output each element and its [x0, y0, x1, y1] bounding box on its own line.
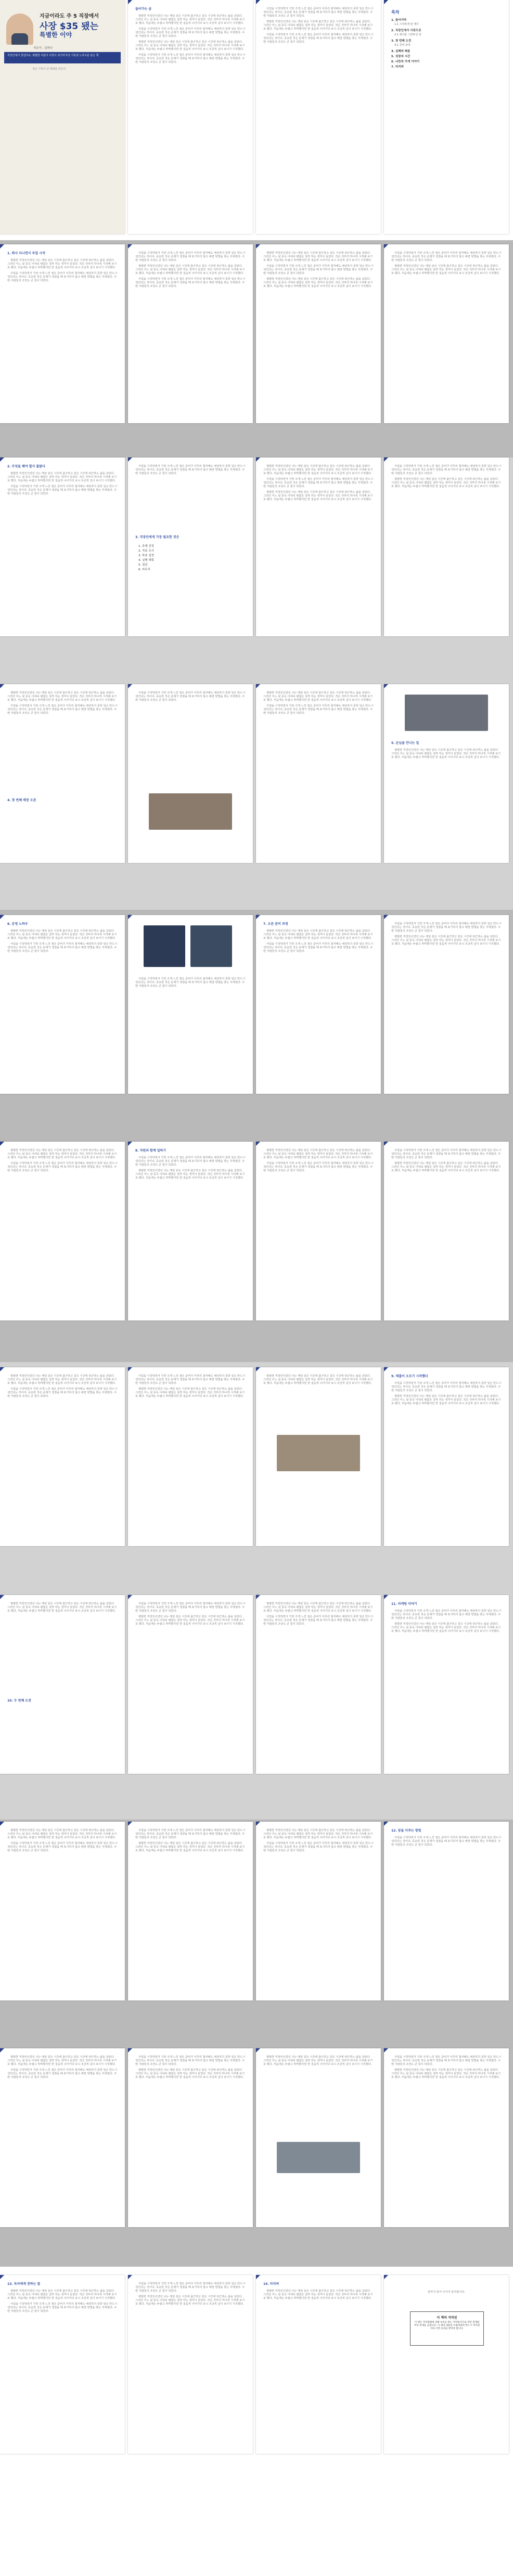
corner-marker	[384, 684, 388, 688]
body-text	[391, 922, 502, 948]
paragraph: 평범한 직장인이었던 나는 매일 같은 시간에 출근하고 같은 시간에 퇴근하는 삶을 살았다. 그러던 어느 날 문득 이대로 괜찮은 걸까 하는 생각이 들었다. 작은 것부터 하나씩 시작해 보기로 했다. 처음에는 두렵고 막막했지만 한 걸음씩 나아가다 보니 조금씩 길이 보이기 시작했다.	[7, 1829, 117, 1839]
content-page	[128, 915, 253, 1094]
paragraph: 평범한 직장인이었던 나는 매일 같은 시간에 출근하고 같은 시간에 퇴근하는 삶을 살았다. 그러던 어느 날 문득 이대로 괜찮은 걸까 하는 생각이 들었다. 작은 것부터 하나씩 시작해 보기로 했다. 처음에는 두렵고 막막했지만 한 걸음씩 나아가다 보니 조금씩 길이 보이기 시작했다.	[135, 41, 245, 51]
corner-marker	[128, 684, 132, 688]
toc-title: 목차	[391, 10, 400, 15]
content-page	[384, 1595, 509, 1774]
paragraph: 사업을 시작하면서 가장 크게 느낀 점은 준비가 아무리 철저해도 예상하지 못한 일은 반드시 생긴다는 것이다. 중요한 것은 문제가 생겼을 때 포기하지 않고 해결 방법을 찾는 자세였다. 주변 사람들의 조언도 큰 힘이 되었다.	[263, 478, 374, 488]
paragraph: 평범한 직장인이었던 나는 매일 같은 시간에 출근하고 같은 시간에 퇴근하는 삶을 살았다. 그러던 어느 날 문득 이대로 괜찮은 걸까 하는 생각이 들었다. 작은 것부터 하나씩 시작해 보기로 했다. 처음에는 두렵고 막막했지만 한 걸음씩 나아가다 보니 조금씩 길이 보이기 시작했다.	[263, 1149, 373, 1159]
content-page	[256, 1822, 381, 2000]
paragraph: 사업을 시작하면서 가장 크게 느낀 점은 준비가 아무리 철저해도 예상하지 못한 일은 반드시 생긴다는 것이다. 중요한 것은 문제가 생겼을 때 포기하지 않고 해결 방법을 찾는 자세였다. 주변 사람들의 조언도 큰 힘이 되었다.	[263, 1615, 374, 1626]
photo	[144, 925, 185, 967]
paragraph: 평범한 직장인이었던 나는 매일 같은 시간에 출근하고 같은 시간에 퇴근하는 삶을 살았다. 그러던 어느 날 문득 이대로 괜찮은 걸까 하는 생각이 들었다. 작은 것부터 하나씩 시작해 보기로 했다. 처음에는 두렵고 막막했지만 한 걸음씩 나아가다 보니 조금씩 길이 보이기 시작했다.	[7, 472, 117, 482]
corner-marker	[0, 1367, 4, 1371]
body-text	[7, 2290, 118, 2316]
content-page	[0, 1142, 125, 1320]
paragraph: 사업을 시작하면서 가장 크게 느낀 점은 준비가 아무리 철저해도 예상하지 못한 일은 반드시 생긴다는 것이다. 중요한 것은 문제가 생겼을 때 포기하지 않고 해결 방법을 찾는 자세였다. 주변 사람들의 조언도 큰 힘이 되었다.	[391, 922, 502, 933]
section-heading: 4. 첫 번째 매장 오픈	[7, 799, 36, 802]
body-text	[135, 1375, 246, 1401]
body-text	[263, 1602, 374, 1628]
paragraph: 사업을 시작하면서 가장 크게 느낀 점은 준비가 아무리 철저해도 예상하지 못한 일은 반드시 생긴다는 것이다. 중요한 것은 문제가 생겼을 때 포기하지 않고 해결 방법을 찾는 자세였다. 주변 사람들의 조언도 큰 힘이 되었다.	[391, 465, 502, 475]
paragraph: 평범한 직장인이었던 나는 매일 같은 시간에 출근하고 같은 시간에 퇴근하는 삶을 살았다. 그러던 어느 날 문득 이대로 괜찮은 걸까 하는 생각이 들었다. 작은 것부터 하나씩 시작해 보기로 했다. 처음에는 두렵고 막막했지만 한 걸음씩 나아가다 보니 조금씩 길이 보이기 시작했다.	[263, 1375, 373, 1385]
intro-text-2	[263, 7, 374, 46]
body-text	[135, 2282, 246, 2308]
corner-marker	[0, 1595, 4, 1599]
corner-marker	[384, 1142, 388, 1146]
paragraph: 평범한 직장인이었던 나는 매일 같은 시간에 출근하고 같은 시간에 퇴근하는 삶을 살았다. 그러던 어느 날 문득 이대로 괜찮은 걸까 하는 생각이 들었다. 작은 것부터 하나씩 시작해 보기로 했다. 처음에는 두렵고 막막했지만 한 걸음씩 나아가다 보니 조금씩 길이 보이기 시작했다.	[135, 2069, 245, 2079]
paragraph: 사업을 시작하면서 가장 크게 느낀 점은 준비가 아무리 철저해도 예상하지 못한 일은 반드시 생긴다는 것이다. 중요한 것은 문제가 생겼을 때 포기하지 않고 해결 방법을 찾는 자세였다. 주변 사람들의 조언도 큰 힘이 되었다.	[391, 1149, 502, 1159]
paragraph: 사업을 시작하면서 가장 크게 느낀 점은 준비가 아무리 철저해도 예상하지 못한 일은 반드시 생긴다는 것이다. 중요한 것은 문제가 생겼을 때 포기하지 않고 해결 방법을 찾는 자세였다. 주변 사람들의 조언도 큰 힘이 되었다.	[135, 278, 246, 288]
body-text	[135, 465, 246, 478]
content-page	[128, 1142, 253, 1320]
paragraph: 평범한 직장인이었던 나는 매일 같은 시간에 출근하고 같은 시간에 퇴근하는 삶을 살았다. 그러던 어느 날 문득 이대로 괜찮은 걸까 하는 생각이 들었다. 작은 것부터 하나씩 시작해 보기로 했다. 처음에는 두렵고 막막했지만 한 걸음씩 나아가다 보니 조금씩 길이 보이기 시작했다.	[263, 278, 373, 288]
paragraph: 평범한 직장인이었던 나는 매일 같은 시간에 출근하고 같은 시간에 퇴근하는 삶을 살았다. 그러던 어느 날 문득 이대로 괜찮은 걸까 하는 생각이 들었다. 작은 것부터 하나씩 시작해 보기로 했다. 처음에는 두렵고 막막했지만 한 걸음씩 나아가다 보니 조금씩 길이 보이기 시작했다.	[391, 1395, 501, 1405]
paragraph: 사업을 시작하면서 가장 크게 느낀 점은 준비가 아무리 철저해도 예상하지 못한 일은 반드시 생긴다는 것이다. 중요한 것은 문제가 생겼을 때 포기하지 않고 해결 방법을 찾는 자세였다. 주변 사람들의 조언도 큰 힘이 되었다.	[135, 28, 246, 38]
corner-marker	[0, 915, 4, 919]
paragraph: 평범한 직장인이었던 나는 매일 같은 시간에 출근하고 같은 시간에 퇴근하는 삶을 살았다. 그러던 어느 날 문득 이대로 괜찮은 걸까 하는 생각이 들었다. 작은 것부터 하나씩 시작해 보기로 했다. 처음에는 두렵고 막막했지만 한 걸음씩 나아가다 보니 조금씩 길이 보이기 시작했다.	[263, 930, 373, 940]
body-text	[263, 691, 374, 717]
content-page	[256, 2275, 381, 2454]
content-page	[256, 1142, 381, 1320]
body-text	[263, 1829, 374, 1855]
corner-marker	[128, 2275, 132, 2279]
corner-marker	[256, 457, 260, 462]
paragraph: 평범한 직장인이었던 나는 매일 같은 시간에 출근하고 같은 시간에 퇴근하는 삶을 살았다. 그러던 어느 날 문득 이대로 괜찮은 걸까 하는 생각이 들었다. 작은 것부터 하나씩 시작해 보기로 했다. 처음에는 두렵고 막막했지만 한 걸음씩 나아가다 보니 조금씩 길이 보이기 시작했다.	[391, 1623, 501, 1633]
toc-item[interactable]: 5. 성장의 시간	[391, 55, 411, 58]
paragraph: 평범한 직장인이었던 나는 매일 같은 시간에 출근하고 같은 시간에 퇴근하는 삶을 살았다. 그러던 어느 날 문득 이대로 괜찮은 걸까 하는 생각이 들었다. 작은 것부터 하나씩 시작해 보기로 했다. 처음에는 두렵고 막막했지만 한 걸음씩 나아가다 보니 조금씩 길이 보이기 시작했다.	[7, 1375, 117, 1385]
content-page	[0, 1595, 125, 1774]
list-item: 3. 목표 설정	[138, 554, 154, 557]
corner-marker	[0, 2048, 4, 2052]
paragraph: 사업을 시작하면서 가장 크게 느낀 점은 준비가 아무리 철저해도 예상하지 못한 일은 반드시 생긴다는 것이다. 중요한 것은 문제가 생겼을 때 포기하지 않고 해결 방법을 찾는 자세였다. 주변 사람들의 조언도 큰 힘이 되었다.	[135, 465, 246, 475]
corner-marker	[256, 0, 260, 4]
content-page	[0, 915, 125, 1094]
body-text	[263, 1149, 374, 1175]
paragraph: 사업을 시작하면서 가장 크게 느낀 점은 준비가 아무리 철저해도 예상하지 못한 일은 반드시 생긴다는 것이다. 중요한 것은 문제가 생겼을 때 포기하지 않고 해결 방법을 찾는 자세였다. 주변 사람들의 조언도 큰 힘이 되었다.	[7, 272, 118, 282]
paragraph: 사업을 시작하면서 가장 크게 느낀 점은 준비가 아무리 철저해도 예상하지 못한 일은 반드시 생긴다는 것이다. 중요한 것은 문제가 생겼을 때 포기하지 않고 해결 방법을 찾는 자세였다. 주변 사람들의 조언도 큰 힘이 되었다.	[391, 1610, 502, 1620]
body-text	[7, 472, 118, 498]
content-page	[0, 2275, 125, 2454]
corner-marker	[0, 684, 4, 688]
corner-marker	[256, 1142, 260, 1146]
corner-marker	[384, 2048, 388, 2052]
content-page	[128, 2048, 253, 2227]
content-page	[256, 915, 381, 1094]
corner-marker	[384, 2275, 388, 2279]
cover-blurb: 직장인에서 창업자로, 평범한 사람이 사장이 되기까지의 기록과 노하우를 담은 책	[4, 52, 121, 63]
paragraph: 평범한 직장인이었던 나는 매일 같은 시간에 출근하고 같은 시간에 퇴근하는 삶을 살았다. 그러던 어느 날 문득 이대로 괜찮은 걸까 하는 생각이 들었다. 작은 것부터 하나씩 시작해 보기로 했다. 처음에는 두렵고 막막했지만 한 걸음씩 나아가다 보니 조금씩 길이 보이기 시작했다.	[135, 1615, 245, 1626]
content-page	[384, 457, 509, 636]
section-heading: 3. 직장인에게 가장 필요한 것은	[135, 535, 179, 539]
paragraph: 평범한 직장인이었던 나는 매일 같은 시간에 출근하고 같은 시간에 퇴근하는 삶을 살았다. 그러던 어느 날 문득 이대로 괜찮은 걸까 하는 생각이 들었다. 작은 것부터 하나씩 시작해 보기로 했다. 처음에는 두렵고 막막했지만 한 걸음씩 나아가다 보니 조금씩 길이 보이기 시작했다.	[7, 2290, 117, 2300]
section-heading: 6. 운영 노하우	[7, 922, 28, 926]
corner-marker	[0, 1822, 4, 1826]
toc-page	[384, 0, 509, 234]
paragraph: 평범한 직장인이었던 나는 매일 같은 시간에 출근하고 같은 시간에 퇴근하는 삶을 살았다. 그러던 어느 날 문득 이대로 괜찮은 걸까 하는 생각이 들었다. 작은 것부터 하나씩 시작해 보기로 했다. 처음에는 두렵고 막막했지만 한 걸음씩 나아가다 보니 조금씩 길이 보이기 시작했다.	[135, 1169, 245, 1180]
content-page	[256, 2048, 381, 2227]
paragraph: 사업을 시작하면서 가장 크게 느낀 점은 준비가 아무리 철저해도 예상하지 못한 일은 반드시 생긴다는 것이다. 중요한 것은 문제가 생겼을 때 포기하지 않고 해결 방법을 찾는 자세였다. 주변 사람들의 조언도 큰 힘이 되었다.	[7, 485, 118, 495]
body-text	[7, 1375, 118, 1401]
section-heading: 11. 마케팅 이야기	[391, 1602, 417, 1606]
paragraph: 평범한 직장인이었던 나는 매일 같은 시간에 출근하고 같은 시간에 퇴근하는 삶을 살았다. 그러던 어느 날 문득 이대로 괜찮은 걸까 하는 생각이 들었다. 작은 것부터 하나씩 시작해 보기로 했다. 처음에는 두렵고 막막했지만 한 걸음씩 나아가다 보니 조금씩 길이 보이기 시작했다.	[263, 2056, 373, 2066]
body-text	[7, 1602, 118, 1615]
content-page	[384, 1142, 509, 1320]
corner-marker	[256, 915, 260, 919]
content-page	[128, 1595, 253, 1774]
content-page	[128, 457, 253, 636]
toc-item[interactable]: 2. 직장인에서 사장으로	[391, 29, 421, 32]
corner-marker	[384, 1822, 388, 1826]
content-page	[384, 244, 509, 423]
cover-author: 지은이 : 김하나	[33, 47, 53, 50]
copyright-notice	[410, 2311, 484, 2346]
paragraph: 평범한 직장인이었던 나는 매일 같은 시간에 출근하고 같은 시간에 퇴근하는 삶을 살았다. 그러던 어느 날 문득 이대로 괜찮은 걸까 하는 생각이 들었다. 작은 것부터 하나씩 시작해 보기로 했다. 처음에는 두렵고 막막했지만 한 걸음씩 나아가다 보니 조금씩 길이 보이기 시작했다.	[391, 478, 501, 488]
paragraph: 사업을 시작하면서 가장 크게 느낀 점은 준비가 아무리 철저해도 예상하지 못한 일은 반드시 생긴다는 것이다. 중요한 것은 문제가 생겼을 때 포기하지 않고 해결 방법을 찾는 자세였다. 주변 사람들의 조언도 큰 힘이 되었다.	[263, 1842, 374, 1852]
corner-marker	[384, 915, 388, 919]
section-heading: 2. 무엇을 해야 할지 몰랐다	[7, 465, 45, 468]
body-text	[135, 977, 246, 990]
toc-item[interactable]: 7. 마치며	[391, 66, 404, 69]
intro-text	[135, 15, 246, 67]
corner-marker	[128, 1595, 132, 1599]
corner-marker	[0, 2275, 4, 2279]
body-text	[135, 2056, 246, 2082]
section-heading: 10. 두 번째 도전	[7, 1699, 31, 1703]
intro-page	[128, 0, 253, 234]
paragraph: 평범한 직장인이었던 나는 매일 같은 시간에 출근하고 같은 시간에 퇴근하는 삶을 살았다. 그러던 어느 날 문득 이대로 괜찮은 걸까 하는 생각이 들었다. 작은 것부터 하나씩 시작해 보기로 했다. 처음에는 두렵고 막막했지만 한 걸음씩 나아가다 보니 조금씩 길이 보이기 시작했다.	[135, 15, 245, 25]
paragraph: 사업을 시작하면서 가장 크게 느낀 점은 준비가 아무리 철저해도 예상하지 못한 일은 반드시 생긴다는 것이다. 중요한 것은 문제가 생겼을 때 포기하지 않고 해결 방법을 찾는 자세였다. 주변 사람들의 조언도 큰 힘이 되었다.	[135, 1829, 246, 1839]
paragraph: 평범한 직장인이었던 나는 매일 같은 시간에 출근하고 같은 시간에 퇴근하는 삶을 살았다. 그러던 어느 날 문득 이대로 괜찮은 걸까 하는 생각이 들었다. 작은 것부터 하나씩 시작해 보기로 했다. 처음에는 두렵고 막막했지만 한 걸음씩 나아가다 보니 조금씩 길이 보이기 시작했다.	[263, 2290, 373, 2300]
corner-marker	[256, 244, 260, 249]
corner-marker	[0, 244, 4, 249]
cover-title-line3: 특별한 이야	[40, 31, 72, 38]
body-text	[135, 691, 246, 704]
body-text	[263, 930, 374, 956]
body-text	[7, 1829, 118, 1855]
body-text	[135, 1602, 246, 1628]
paragraph: 평범한 직장인이었던 나는 매일 같은 시간에 출근하고 같은 시간에 퇴근하는 삶을 살았다. 그러던 어느 날 문득 이대로 괜찮은 걸까 하는 생각이 들었다. 작은 것부터 하나씩 시작해 보기로 했다. 처음에는 두렵고 막막했지만 한 걸음씩 나아가다 보니 조금씩 길이 보이기 시작했다.	[391, 749, 501, 759]
paragraph: 사업을 시작하면서 가장 크게 느낀 점은 준비가 아무리 철저해도 예상하지 못한 일은 반드시 생긴다는 것이다. 중요한 것은 문제가 생겼을 때 포기하지 않고 해결 방법을 찾는 자세였다. 주변 사람들의 조언도 큰 힘이 되었다.	[391, 2056, 502, 2066]
body-text	[263, 2290, 374, 2303]
corner-marker	[128, 1142, 132, 1146]
section-heading: 12. 꿈을 이루는 방법	[391, 1829, 421, 1833]
list-item: 5. 점검	[138, 564, 148, 567]
photo	[277, 2142, 360, 2173]
content-page	[0, 457, 125, 636]
body-text	[391, 1836, 502, 1849]
body-text	[391, 252, 502, 278]
content-page	[384, 1367, 509, 1546]
paragraph: 평범한 직장인이었던 나는 매일 같은 시간에 출근하고 같은 시간에 퇴근하는 삶을 살았다. 그러던 어느 날 문득 이대로 괜찮은 걸까 하는 생각이 들었다. 작은 것부터 하나씩 시작해 보기로 했다. 처음에는 두렵고 막막했지만 한 걸음씩 나아가다 보니 조금씩 길이 보이기 시작했다.	[391, 2069, 501, 2079]
paragraph: 평범한 직장인이었던 나는 매일 같은 시간에 출근하고 같은 시간에 퇴근하는 삶을 살았다. 그러던 어느 날 문득 이대로 괜찮은 걸까 하는 생각이 들었다. 작은 것부터 하나씩 시작해 보기로 했다. 처음에는 두렵고 막막했지만 한 걸음씩 나아가다 보니 조금씩 길이 보이기 시작했다.	[263, 252, 373, 262]
content-page	[384, 684, 509, 863]
photo	[277, 1435, 360, 1471]
content-page	[128, 1367, 253, 1546]
content-page	[0, 684, 125, 863]
body-text	[263, 2056, 374, 2069]
body-text	[135, 252, 246, 291]
paragraph: 평범한 직장인이었던 나는 매일 같은 시간에 출근하고 같은 시간에 퇴근하는 삶을 살았다. 그러던 어느 날 문득 이대로 괜찮은 걸까 하는 생각이 들었다. 작은 것부터 하나씩 시작해 보기로 했다. 처음에는 두렵고 막막했지만 한 걸음씩 나아가다 보니 조금씩 길이 보이기 시작했다.	[7, 930, 117, 940]
section-heading: 5. 손님을 만나는 일	[391, 741, 419, 745]
content-page	[0, 1822, 125, 2000]
toc-subitem[interactable]: 3-1 준비 과정	[394, 44, 411, 47]
paragraph: 평범한 직장인이었던 나는 매일 같은 시간에 출근하고 같은 시간에 퇴근하는 삶을 살았다. 그러던 어느 날 문득 이대로 괜찮은 걸까 하는 생각이 들었다. 작은 것부터 하나씩 시작해 보기로 했다. 처음에는 두렵고 막막했지만 한 걸음씩 나아가다 보니 조금씩 길이 보이기 시작했다.	[263, 1829, 373, 1839]
content-page	[256, 457, 381, 636]
paragraph: 평범한 직장인이었던 나는 매일 같은 시간에 출근하고 같은 시간에 퇴근하는 삶을 살았다. 그러던 어느 날 문득 이대로 괜찮은 걸까 하는 생각이 들었다. 작은 것부터 하나씩 시작해 보기로 했다. 처음에는 두렵고 막막했지만 한 걸음씩 나아가다 보니 조금씩 길이 보이기 시작했다.	[135, 1842, 245, 1852]
photo	[149, 793, 232, 830]
corner-marker	[256, 1822, 260, 1826]
content-page	[384, 2048, 509, 2227]
end-note	[391, 2291, 502, 2294]
paragraph: 사업을 시작하면서 가장 크게 느낀 점은 준비가 아무리 철저해도 예상하지 못한 일은 반드시 생긴다는 것이다. 중요한 것은 문제가 생겼을 때 포기하지 않고 해결 방법을 찾는 자세였다. 주변 사람들의 조언도 큰 힘이 되었다.	[135, 1375, 246, 1385]
section-heading: 9. 매출이 오르기 시작했다	[391, 1375, 428, 1378]
list-item: 4. 실행 계획	[138, 559, 154, 562]
body-text	[391, 1610, 502, 1636]
paragraph: 평범한 직장인이었던 나는 매일 같은 시간에 출근하고 같은 시간에 퇴근하는 삶을 살았다. 그러던 어느 날 문득 이대로 괜찮은 걸까 하는 생각이 들었다. 작은 것부터 하나씩 시작해 보기로 했다. 처음에는 두렵고 막막했지만 한 걸음씩 나아가다 보니 조금씩 길이 보이기 시작했다.	[135, 1388, 245, 1398]
paragraph: 평범한 직장인이었던 나는 매일 같은 시간에 출근하고 같은 시간에 퇴근하는 삶을 살았다. 그러던 어느 날 문득 이대로 괜찮은 걸까 하는 생각이 들었다. 작은 것부터 하나씩 시작해 보기로 했다. 처음에는 두렵고 막막했지만 한 걸음씩 나아가다 보니 조금씩 길이 보이기 시작했다.	[7, 1602, 117, 1613]
notice-title: 이 책의 저작권	[437, 2316, 457, 2320]
paragraph: 사업을 시작하면서 가장 크게 느낀 점은 준비가 아무리 철저해도 예상하지 못한 일은 반드시 생긴다는 것이다. 중요한 것은 문제가 생겼을 때 포기하지 않고 해결 방법을 찾는 자세였다. 주변 사람들의 조언도 큰 힘이 되었다.	[135, 2282, 246, 2293]
corner-marker	[384, 1595, 388, 1599]
paragraph: 평범한 직장인이었던 나는 매일 같은 시간에 출근하고 같은 시간에 퇴근하는 삶을 살았다. 그러던 어느 날 문득 이대로 괜찮은 걸까 하는 생각이 들었다. 작은 것부터 하나씩 시작해 보기로 했다. 처음에는 두렵고 막막했지만 한 걸음씩 나아가다 보니 조금씩 길이 보이기 시작했다.	[391, 1162, 501, 1172]
corner-marker	[128, 2048, 132, 2052]
paragraph: 평범한 직장인이었던 나는 매일 같은 시간에 출근하고 같은 시간에 퇴근하는 삶을 살았다. 그러던 어느 날 문득 이대로 괜찮은 걸까 하는 생각이 들었다. 작은 것부터 하나씩 시작해 보기로 했다. 처음에는 두렵고 막막했지만 한 걸음씩 나아가다 보니 조금씩 길이 보이기 시작했다.	[135, 265, 245, 275]
paragraph: 평범한 직장인이었던 나는 매일 같은 시간에 출근하고 같은 시간에 퇴근하는 삶을 살았다. 그러던 어느 날 문득 이대로 괜찮은 걸까 하는 생각이 들었다. 작은 것부터 하나씩 시작해 보기로 했다. 처음에는 두렵고 막막했지만 한 걸음씩 나아가다 보니 조금씩 길이 보이기 시작했다.	[7, 259, 117, 269]
paragraph: 사업을 시작하면서 가장 크게 느낀 점은 준비가 아무리 철저해도 예상하지 못한 일은 반드시 생긴다는 것이다. 중요한 것은 문제가 생겼을 때 포기하지 않고 해결 방법을 찾는 자세였다. 주변 사람들의 조언도 큰 힘이 되었다.	[7, 943, 118, 953]
corner-marker	[128, 915, 132, 919]
list-item: 6. 마무리	[138, 568, 150, 571]
content-page	[384, 1822, 509, 2000]
corner-marker	[256, 2048, 260, 2052]
body-text	[391, 1382, 502, 1408]
paragraph: 평범한 직장인이었던 나는 매일 같은 시간에 출근하고 같은 시간에 퇴근하는 삶을 살았다. 그러던 어느 날 문득 이대로 괜찮은 걸까 하는 생각이 들었다. 작은 것부터 하나씩 시작해 보기로 했다. 처음에는 두렵고 막막했지만 한 걸음씩 나아가다 보니 조금씩 길이 보이기 시작했다.	[135, 2295, 245, 2306]
paragraph: 사업을 시작하면서 가장 크게 느낀 점은 준비가 아무리 철저해도 예상하지 못한 일은 반드시 생긴다는 것이다. 중요한 것은 문제가 생겼을 때 포기하지 않고 해결 방법을 찾는 자세였다. 주변 사람들의 조언도 큰 힘이 되었다.	[135, 977, 246, 988]
content-page	[0, 1367, 125, 1546]
content-page	[0, 244, 125, 423]
paragraph: 사업을 시작하면서 가장 크게 느낀 점은 준비가 아무리 철저해도 예상하지 못한 일은 반드시 생긴다는 것이다. 중요한 것은 문제가 생겼을 때 포기하지 않고 해결 방법을 찾는 자세였다. 주변 사람들의 조언도 큰 힘이 되었다.	[7, 1842, 118, 1852]
paragraph: 사업을 시작하면서 가장 크게 느낀 점은 준비가 아무리 철저해도 예상하지 못한 일은 반드시 생긴다는 것이다. 중요한 것은 문제가 생겼을 때 포기하지 않고 해결 방법을 찾는 자세였다. 주변 사람들의 조언도 큰 힘이 되었다.	[135, 1156, 246, 1167]
paragraph: 평범한 직장인이었던 나는 매일 같은 시간에 출근하고 같은 시간에 퇴근하는 삶을 살았다. 그러던 어느 날 문득 이대로 괜찮은 걸까 하는 생각이 들었다. 작은 것부터 하나씩 시작해 보기로 했다. 처음에는 두렵고 막막했지만 한 걸음씩 나아가다 보니 조금씩 길이 보이기 시작했다.	[263, 465, 373, 475]
paragraph: 사업을 시작하면서 가장 크게 느낀 점은 준비가 아무리 철저해도 예상하지 못한 일은 반드시 생긴다는 것이다. 중요한 것은 문제가 생겼을 때 포기하지 않고 해결 방법을 찾는 자세였다. 주변 사람들의 조언도 큰 힘이 되었다.	[263, 943, 374, 953]
body-text	[7, 259, 118, 285]
body-text	[135, 1156, 246, 1182]
content-page	[128, 244, 253, 423]
section-heading: 7. 오픈 준비 과정	[263, 922, 288, 926]
toc-item[interactable]: 6. 나만의 가게 이야기	[391, 60, 420, 63]
corner-marker	[384, 0, 388, 4]
paragraph: 사업을 시작하면서 가장 크게 느낀 점은 준비가 아무리 철저해도 예상하지 못한 일은 반드시 생긴다는 것이다. 중요한 것은 문제가 생겼을 때 포기하지 않고 해결 방법을 찾는 자세였다. 주변 사람들의 조언도 큰 힘이 되었다.	[263, 33, 374, 44]
body-text	[7, 691, 118, 717]
content-page	[256, 684, 381, 863]
corner-marker	[384, 457, 388, 462]
toc-item[interactable]: 3. 첫 번째 도전	[391, 40, 412, 43]
corner-marker	[256, 684, 260, 688]
paragraph: 사업을 시작하면서 가장 크게 느낀 점은 준비가 아무리 철저해도 예상하지 못한 일은 반드시 생긴다는 것이다. 중요한 것은 문제가 생겼을 때 포기하지 않고 해결 방법을 찾는 자세였다. 주변 사람들의 조언도 큰 힘이 되었다.	[7, 704, 118, 715]
paragraph: 평범한 직장인이었던 나는 매일 같은 시간에 출근하고 같은 시간에 퇴근하는 삶을 살았다. 그러던 어느 날 문득 이대로 괜찮은 걸까 하는 생각이 들었다. 작은 것부터 하나씩 시작해 보기로 했다. 처음에는 두렵고 막막했지만 한 걸음씩 나아가다 보니 조금씩 길이 보이기 시작했다.	[263, 20, 373, 31]
toc-item[interactable]: 4. 실패와 배움	[391, 50, 411, 53]
paragraph: 사업을 시작하면서 가장 크게 느낀 점은 준비가 아무리 철저해도 예상하지 못한 일은 반드시 생긴다는 것이다. 중요한 것은 문제가 생겼을 때 포기하지 않고 해결 방법을 찾는 자세였다. 주변 사람들의 조언도 큰 힘이 되었다.	[391, 1382, 502, 1392]
paragraph: 평범한 직장인이었던 나는 매일 같은 시간에 출근하고 같은 시간에 퇴근하는 삶을 살았다. 그러던 어느 날 문득 이대로 괜찮은 걸까 하는 생각이 들었다. 작은 것부터 하나씩 시작해 보기로 했다. 처음에는 두렵고 막막했지만 한 걸음씩 나아가다 보니 조금씩 길이 보이기 시작했다.	[7, 2056, 117, 2066]
corner-marker	[128, 457, 132, 462]
content-page	[128, 684, 253, 863]
paragraph: 사업을 시작하면서 가장 크게 느낀 점은 준비가 아무리 철저해도 예상하지 못한 일은 반드시 생긴다는 것이다. 중요한 것은 문제가 생겼을 때 포기하지 않고 해결 방법을 찾는 자세였다. 주변 사람들의 조언도 큰 힘이 되었다.	[7, 1388, 118, 1398]
content-page	[128, 2275, 253, 2454]
corner-marker	[128, 244, 132, 249]
paragraph: 사업을 시작하면서 가장 크게 느낀 점은 준비가 아무리 철저해도 예상하지 못한 일은 반드시 생긴다는 것이다. 중요한 것은 문제가 생겼을 때 포기하지 않고 해결 방법을 찾는 자세였다. 주변 사람들의 조언도 큰 힘이 되었다.	[263, 704, 374, 715]
list-item: 1. 주제 선정	[138, 545, 154, 548]
body-text	[135, 1829, 246, 1855]
intro-page-2	[256, 0, 381, 234]
paragraph: 평범한 직장인이었던 나는 매일 같은 시간에 출근하고 같은 시간에 퇴근하는 삶을 살았다. 그러던 어느 날 문득 이대로 괜찮은 걸까 하는 생각이 들었다. 작은 것부터 하나씩 시작해 보기로 했다. 처음에는 두렵고 막막했지만 한 걸음씩 나아가다 보니 조금씩 길이 보이기 시작했다.	[391, 265, 501, 275]
paragraph: 평범한 직장인이었던 나는 매일 같은 시간에 출근하고 같은 시간에 퇴근하는 삶을 살았다. 그러던 어느 날 문득 이대로 괜찮은 걸까 하는 생각이 들었다. 작은 것부터 하나씩 시작해 보기로 했다. 처음에는 두렵고 막막했지만 한 걸음씩 나아가다 보니 조금씩 길이 보이기 시작했다.	[263, 491, 373, 501]
photo	[405, 695, 488, 731]
paragraph: 사업을 시작하면서 가장 크게 느낀 점은 준비가 아무리 철저해도 예상하지 못한 일은 반드시 생긴다는 것이다. 중요한 것은 문제가 생겼을 때 포기하지 않고 해결 방법을 찾는 자세였다. 주변 사람들의 조언도 큰 힘이 되었다.	[135, 1602, 246, 1613]
corner-marker	[256, 2275, 260, 2279]
corner-marker	[128, 1822, 132, 1826]
paragraph: 평범한 직장인이었던 나는 매일 같은 시간에 출근하고 같은 시간에 퇴근하는 삶을 살았다. 그러던 어느 날 문득 이대로 괜찮은 걸까 하는 생각이 들었다. 작은 것부터 하나씩 시작해 보기로 했다. 처음에는 두렵고 막막했지만 한 걸음씩 나아가다 보니 조금씩 길이 보이기 시작했다.	[7, 691, 117, 702]
corner-marker	[384, 1367, 388, 1371]
paragraph: 평범한 직장인이었던 나는 매일 같은 시간에 출근하고 같은 시간에 퇴근하는 삶을 살았다. 그러던 어느 날 문득 이대로 괜찮은 걸까 하는 생각이 들었다. 작은 것부터 하나씩 시작해 보기로 했다. 처음에는 두렵고 막막했지만 한 걸음씩 나아가다 보니 조금씩 길이 보이기 시작했다.	[391, 935, 501, 946]
content-page	[0, 2048, 125, 2227]
paragraph: 사업을 시작하면서 가장 크게 느낀 점은 준비가 아무리 철저해도 예상하지 못한 일은 반드시 생긴다는 것이다. 중요한 것은 문제가 생겼을 때 포기하지 않고 해결 방법을 찾는 자세였다. 주변 사람들의 조언도 큰 힘이 되었다.	[7, 2069, 118, 2079]
paragraph: 사업을 시작하면서 가장 크게 느낀 점은 준비가 아무리 철저해도 예상하지 못한 일은 반드시 생긴다는 것이다. 중요한 것은 문제가 생겼을 때 포기하지 않고 해결 방법을 찾는 자세였다. 주변 사람들의 조언도 큰 힘이 되었다.	[391, 252, 502, 262]
content-page	[128, 1822, 253, 2000]
section-heading: 8. 직원과 함께 일하기	[135, 1149, 166, 1153]
cover-page	[0, 0, 125, 234]
body-text	[263, 252, 374, 291]
paragraph: 평범한 직장인이었던 나는 매일 같은 시간에 출근하고 같은 시간에 퇴근하는 삶을 살았다. 그러던 어느 날 문득 이대로 괜찮은 걸까 하는 생각이 들었다. 작은 것부터 하나씩 시작해 보기로 했다. 처음에는 두렵고 막막했지만 한 걸음씩 나아가다 보니 조금씩 길이 보이기 시작했다.	[7, 1149, 117, 1159]
toc-subitem[interactable]: 2-1 회사를 그만두던 날	[394, 33, 421, 36]
body-text	[391, 465, 502, 491]
paragraph: 사업을 시작하면서 가장 크게 느낀 점은 준비가 아무리 철저해도 예상하지 못한 일은 반드시 생긴다는 것이다. 중요한 것은 문제가 생겼을 때 포기하지 않고 해결 방법을 찾는 자세였다. 주변 사람들의 조언도 큰 힘이 되었다.	[7, 1162, 118, 1172]
body-text	[263, 465, 374, 504]
content-page	[256, 244, 381, 423]
end-note-text: 끝까지 읽어 주셔서 감사합니다.	[428, 2291, 465, 2294]
paragraph: 사업을 시작하면서 가장 크게 느낀 점은 준비가 아무리 철저해도 예상하지 못한 일은 반드시 생긴다는 것이다. 중요한 것은 문제가 생겼을 때 포기하지 않고 해결 방법을 찾는 자세였다. 주변 사람들의 조언도 큰 힘이 되었다.	[7, 2303, 118, 2313]
paragraph: 사업을 시작하면서 가장 크게 느낀 점은 준비가 아무리 철저해도 예상하지 못한 일은 반드시 생긴다는 것이다. 중요한 것은 문제가 생겼을 때 포기하지 않고 해결 방법을 찾는 자세였다. 주변 사람들의 조언도 큰 힘이 되었다.	[263, 1162, 374, 1172]
paragraph: 사업을 시작하면서 가장 크게 느낀 점은 준비가 아무리 철저해도 예상하지 못한 일은 반드시 생긴다는 것이다. 중요한 것은 문제가 생겼을 때 포기하지 않고 해결 방법을 찾는 자세였다. 주변 사람들의 조언도 큰 힘이 되었다.	[263, 7, 374, 18]
cover-subtitle: 작은 시작이 큰 변화를 만든다	[32, 68, 66, 71]
paragraph: 사업을 시작하면서 가장 크게 느낀 점은 준비가 아무리 철저해도 예상하지 못한 일은 반드시 생긴다는 것이다. 중요한 것은 문제가 생겼을 때 포기하지 않고 해결 방법을 찾는 자세였다. 주변 사람들의 조언도 큰 힘이 되었다.	[135, 252, 246, 262]
section-heading: 13. 독자에게 전하는 말	[7, 2282, 41, 2286]
body-text	[7, 2056, 118, 2082]
cover-title-line1: 지금이라도 주 5 직장에서	[40, 14, 99, 19]
paragraph: 사업을 시작하면서 가장 크게 느낀 점은 준비가 아무리 철저해도 예상하지 못한 일은 반드시 생긴다는 것이다. 중요한 것은 문제가 생겼을 때 포기하지 않고 해결 방법을 찾는 자세였다. 주변 사람들의 조언도 큰 힘이 되었다.	[135, 54, 246, 64]
section-heading: 1. 회사 다니면서 부업 시작	[7, 252, 45, 255]
body-text	[391, 749, 502, 762]
body-text	[7, 1149, 118, 1175]
notice-page	[384, 2275, 509, 2454]
photo	[190, 925, 232, 967]
paragraph: 사업을 시작하면서 가장 크게 느낀 점은 준비가 아무리 철저해도 예상하지 못한 일은 반드시 생긴다는 것이다. 중요한 것은 문제가 생겼을 때 포기하지 않고 해결 방법을 찾는 자세였다. 주변 사람들의 조언도 큰 힘이 되었다.	[263, 265, 374, 275]
cover-title-line2: 사장 $35 됐는	[40, 21, 99, 32]
content-page	[384, 915, 509, 1094]
body-text	[391, 1149, 502, 1175]
corner-marker	[384, 244, 388, 249]
corner-marker	[0, 1142, 4, 1146]
paragraph: 사업을 시작하면서 가장 크게 느낀 점은 준비가 아무리 철저해도 예상하지 못한 일은 반드시 생긴다는 것이다. 중요한 것은 문제가 생겼을 때 포기하지 않고 해결 방법을 찾는 자세였다. 주변 사람들의 조언도 큰 힘이 되었다.	[391, 1836, 502, 1847]
body-text	[391, 2056, 502, 2082]
toc-item[interactable]: 1. 들어가며	[391, 19, 407, 22]
content-page	[256, 1595, 381, 1774]
section-heading: 14. 마치며	[263, 2282, 279, 2286]
author-illustration	[6, 14, 33, 45]
corner-marker	[128, 1367, 132, 1371]
corner-marker	[0, 457, 4, 462]
paragraph: 평범한 직장인이었던 나는 매일 같은 시간에 출근하고 같은 시간에 퇴근하는 삶을 살았다. 그러던 어느 날 문득 이대로 괜찮은 걸까 하는 생각이 들었다. 작은 것부터 하나씩 시작해 보기로 했다. 처음에는 두렵고 막막했지만 한 걸음씩 나아가다 보니 조금씩 길이 보이기 시작했다.	[263, 1602, 373, 1613]
paragraph: 사업을 시작하면서 가장 크게 느낀 점은 준비가 아무리 철저해도 예상하지 못한 일은 반드시 생긴다는 것이다. 중요한 것은 문제가 생겼을 때 포기하지 않고 해결 방법을 찾는 자세였다. 주변 사람들의 조언도 큰 힘이 되었다.	[135, 2056, 246, 2066]
paragraph: 사업을 시작하면서 가장 크게 느낀 점은 준비가 아무리 철저해도 예상하지 못한 일은 반드시 생긴다는 것이다. 중요한 것은 문제가 생겼을 때 포기하지 않고 해결 방법을 찾는 자세였다. 주변 사람들의 조언도 큰 힘이 되었다.	[135, 691, 246, 702]
paragraph: 평범한 직장인이었던 나는 매일 같은 시간에 출근하고 같은 시간에 퇴근하는 삶을 살았다. 그러던 어느 날 문득 이대로 괜찮은 걸까 하는 생각이 들었다. 작은 것부터 하나씩 시작해 보기로 했다. 처음에는 두렵고 막막했지만 한 걸음씩 나아가다 보니 조금씩 길이 보이기 시작했다.	[263, 691, 373, 702]
content-page	[256, 1367, 381, 1546]
corner-marker	[256, 1367, 260, 1371]
body-text	[263, 1375, 374, 1388]
intro-heading: 들어가는 글	[135, 7, 152, 11]
toc-subitem[interactable]: 1-1 시작하게 된 계기	[394, 23, 419, 26]
notice-body: 이 책은 저작권법에 의해 보호를 받는 저작물이므로 무단 전재와 무단 복제를 금합니다. 이 책의 내용을 이용하려면 반드시 저작권자의 서면 동의를 받아야 합니다.	[414, 2321, 480, 2330]
list-item: 2. 자료 조사	[138, 550, 154, 553]
body-text	[7, 930, 118, 956]
corner-marker	[256, 1595, 260, 1599]
corner-marker	[128, 0, 132, 4]
